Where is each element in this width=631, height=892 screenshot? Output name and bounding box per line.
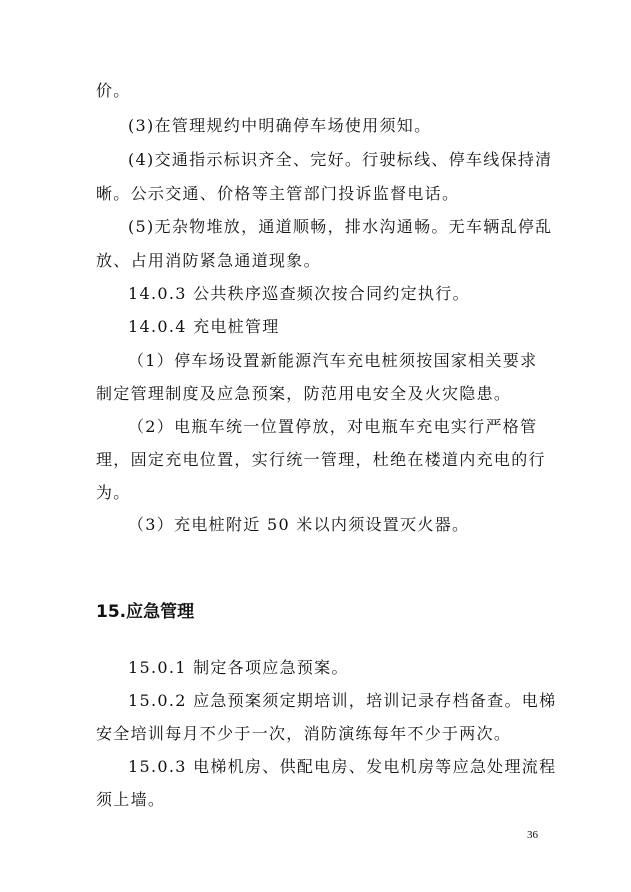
text-line: 安全培训每月不少于一次，消防演练每年不少于两次。 — [96, 724, 512, 743]
text-line: 价。 — [96, 81, 131, 100]
text-line: 晰。公示交通、价格等主管部门投诉监督电话。 — [96, 184, 460, 203]
text-line: 为。 — [96, 483, 131, 502]
text-line: (3)在管理规约中明确停车场使用须知。 — [128, 116, 432, 135]
section-heading: 15.应急管理 — [96, 602, 195, 622]
text-line: 14.0.3 公共秩序巡查频次按合同约定执行。 — [128, 284, 470, 303]
text-line: 须上墙。 — [96, 790, 166, 809]
text-line: （2）电瓶车统一位置停放，对电瓶车充电实行严格管 — [128, 417, 538, 436]
page-number: 36 — [527, 829, 538, 841]
text-line: (4)交通指示标识齐全、完好。行驶标线、停车线保持清 — [128, 150, 553, 169]
text-line: 15.0.1 制定各项应急预案。 — [128, 658, 349, 677]
text-line: 制定管理制度及应急预案，防范用电安全及火灾隐患。 — [96, 384, 512, 403]
text-line: 理，固定充电位置，实行统一管理，杜绝在楼道内充电的行 — [96, 450, 546, 469]
text-line: （1）停车场设置新能源汽车充电桩须按国家相关要求 — [128, 351, 538, 370]
text-line: （3）充电桩附近 50 米以内须设置灭火器。 — [128, 515, 470, 534]
text-line: (5)无杂物堆放，通道顺畅，排水沟通畅。无车辆乱停乱 — [128, 217, 553, 236]
text-line: 14.0.4 充电桩管理 — [128, 317, 280, 336]
text-line: 放、占用消防紧急通道现象。 — [96, 251, 321, 270]
text-line: 15.0.3 电梯机房、供配电房、发电机房等应急处理流程 — [128, 757, 557, 776]
text-line: 15.0.2 应急预案须定期培训，培训记录存档备查。电梯 — [128, 691, 557, 710]
